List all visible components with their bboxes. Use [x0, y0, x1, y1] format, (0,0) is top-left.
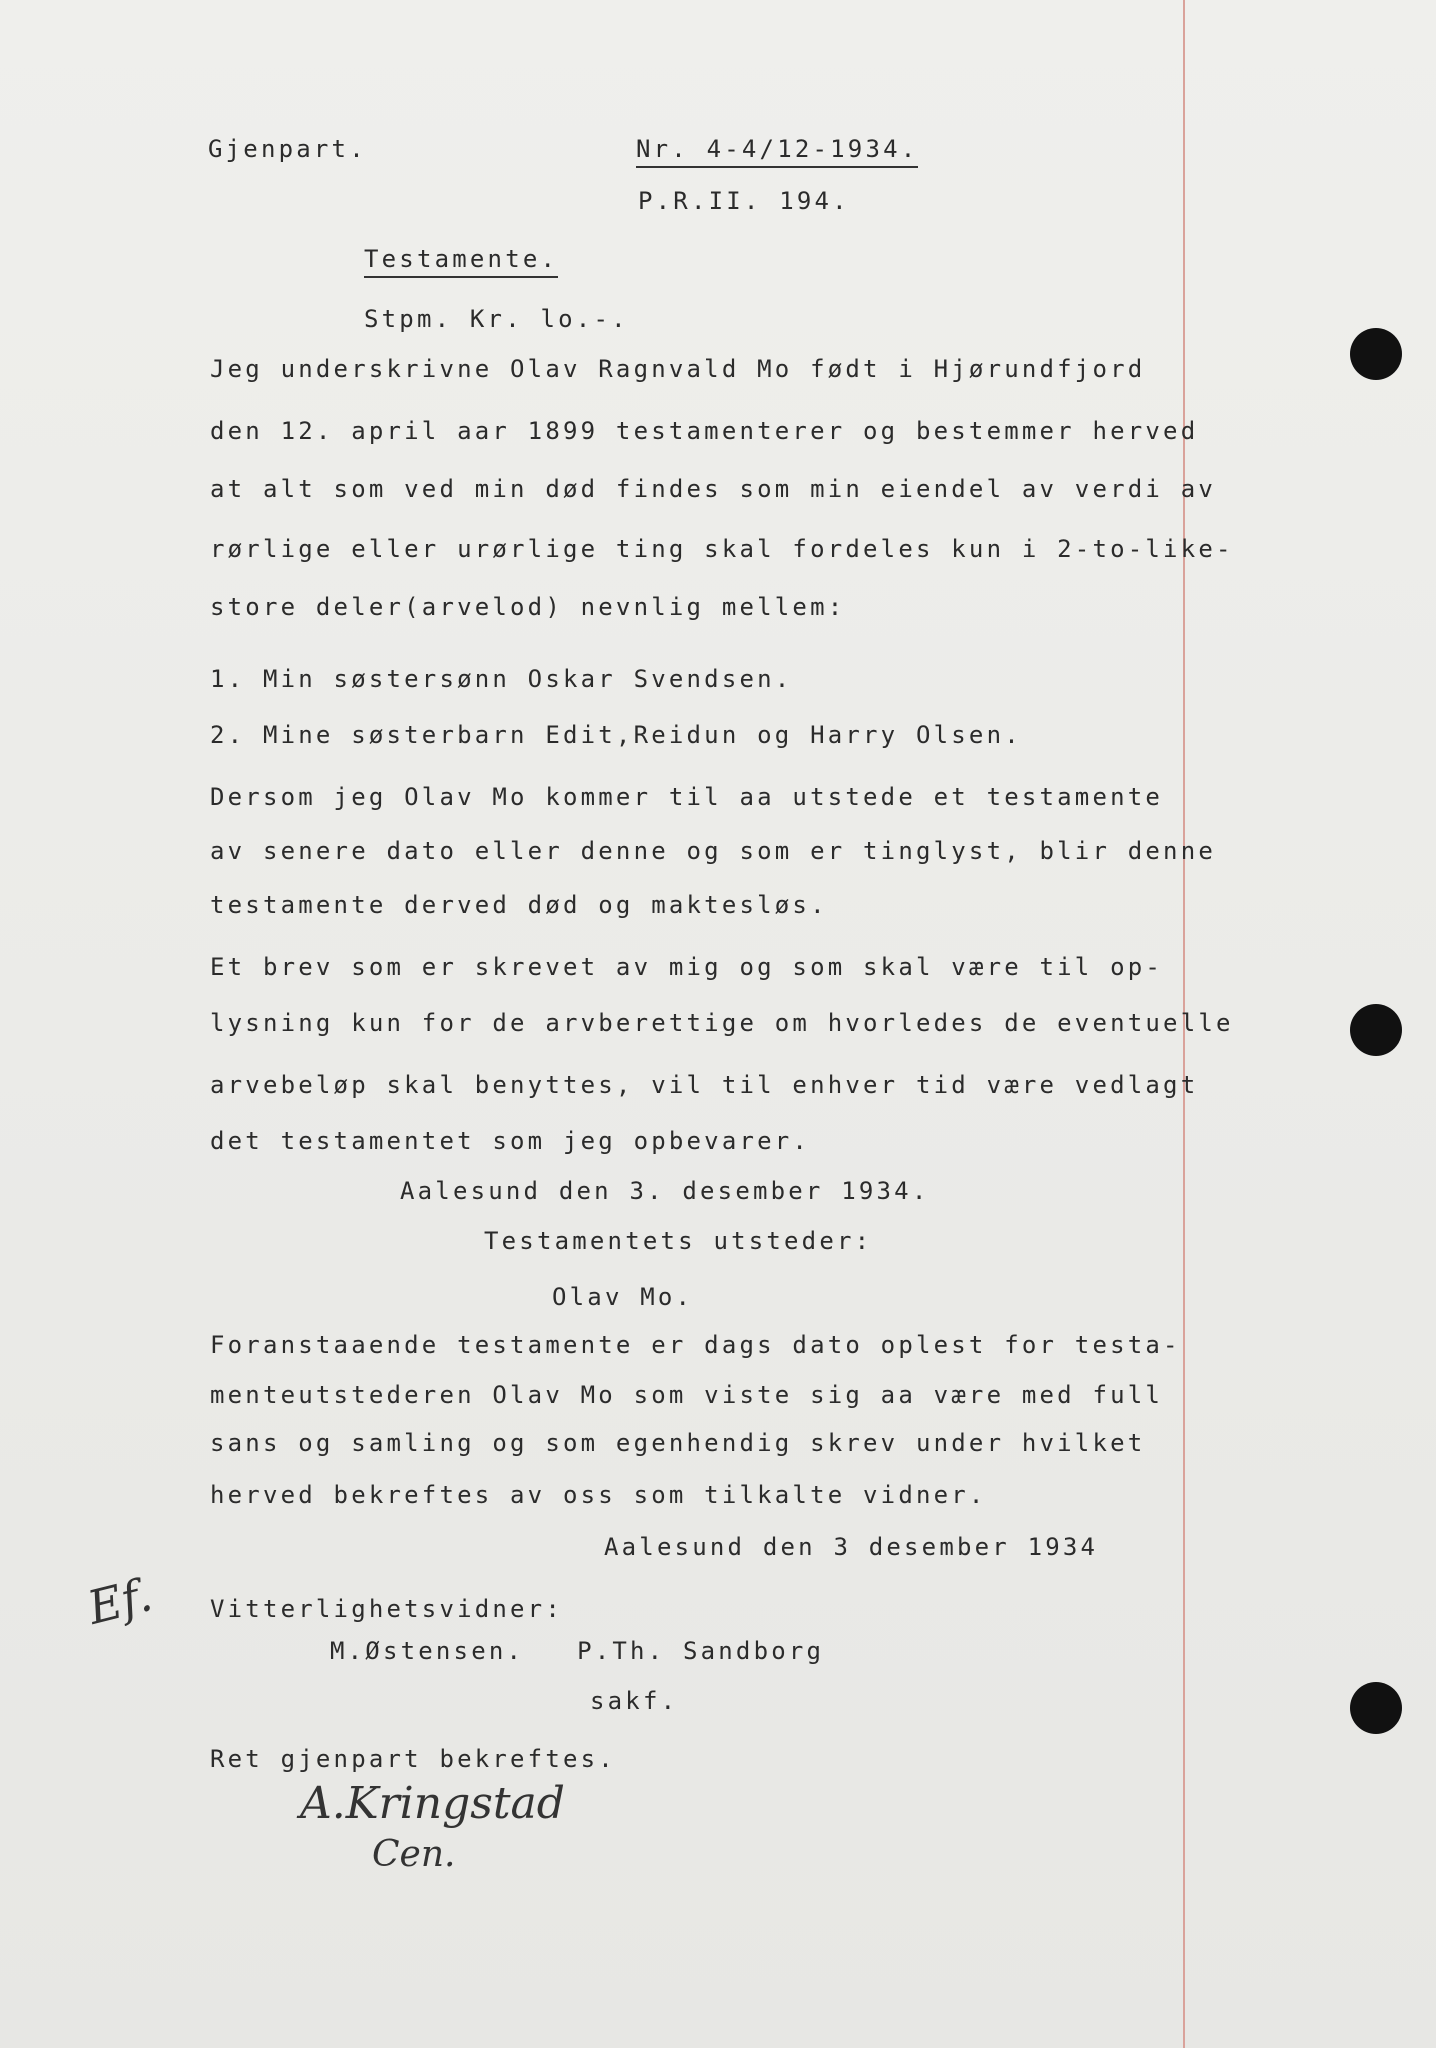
clause-line: testamente derved død og maktesløs. [210, 891, 828, 919]
witness-title: sakf. [590, 1687, 679, 1715]
place-date: Aalesund den 3 desember 1934 [604, 1533, 1099, 1561]
body-line: rørlige eller urørlige ting skal fordeles kun i 2-to-like- [210, 535, 1234, 563]
body-line: at alt som ved min død findes som min eiendel av verdi av [210, 475, 1217, 503]
clause-line: av senere dato eller denne og som er tinglyst, blir denne [210, 837, 1217, 865]
clause-line: det testamentet som jeg opbevarer. [210, 1127, 811, 1155]
place-date: Aalesund den 3. desember 1934. [400, 1177, 930, 1205]
witness-statement-line: Foranstaaende testamente er dags dato oplest for testa- [210, 1331, 1181, 1359]
punch-hole-icon [1350, 328, 1402, 380]
margin-initials: Ef. [82, 1567, 158, 1635]
document-title: Testamente. [364, 244, 558, 278]
clause-line: lysning kun for de arvberettige om hvorledes de eventuelle [210, 1009, 1234, 1037]
punch-hole-icon [1350, 1004, 1402, 1056]
heir-item: 2. Mine søsterbarn Edit,Reidun og Harry Olsen. [210, 721, 1022, 749]
body-line: den 12. april aar 1899 testamenterer og bestemmer herved [210, 417, 1199, 445]
body-line: store deler(arvelod) nevnlig mellem: [210, 593, 846, 621]
clause-line: arvebeløp skal benyttes, vil til enhver tid være vedlagt [210, 1071, 1199, 1099]
witness-names: M.Østensen. P.Th. Sandborg [330, 1637, 825, 1665]
issuer-label: Testamentets utsteder: [484, 1227, 873, 1255]
witnesses-label: Vitterlighetsvidner: [210, 1595, 563, 1623]
handwritten-title: Cen. [372, 1834, 456, 1875]
copy-label: Gjenpart. [208, 135, 367, 163]
certification-text: Ret gjenpart bekreftes. [210, 1745, 616, 1773]
handwritten-signature: A.Kringstad [300, 1778, 565, 1829]
clause-line: Et brev som er skrevet av mig og som skal være til op- [210, 953, 1164, 981]
witness-statement-line: menteutstederen Olav Mo som viste sig aa være med full [210, 1381, 1164, 1409]
clause-line: Dersom jeg Olav Mo kommer til aa utstede et testamente [210, 783, 1164, 811]
stamp-fee: Stpm. Kr. lo.-. [364, 305, 629, 333]
body-line: Jeg underskrivne Olav Ragnvald Mo født i Hjørundfjord [210, 355, 1146, 383]
punch-hole-icon [1350, 1682, 1402, 1734]
issuer-name: Olav Mo. [552, 1283, 694, 1311]
witness-statement-line: herved bekreftes av oss som tilkalte vidner. [210, 1481, 987, 1509]
heir-item: 1. Min søstersønn Oskar Svendsen. [210, 665, 793, 693]
reference-number: P.R.II. 194. [638, 187, 850, 215]
document-number: Nr. 4-4/12-1934. [636, 134, 918, 168]
witness-statement-line: sans og samling og som egenhendig skrev under hvilket [210, 1429, 1146, 1457]
